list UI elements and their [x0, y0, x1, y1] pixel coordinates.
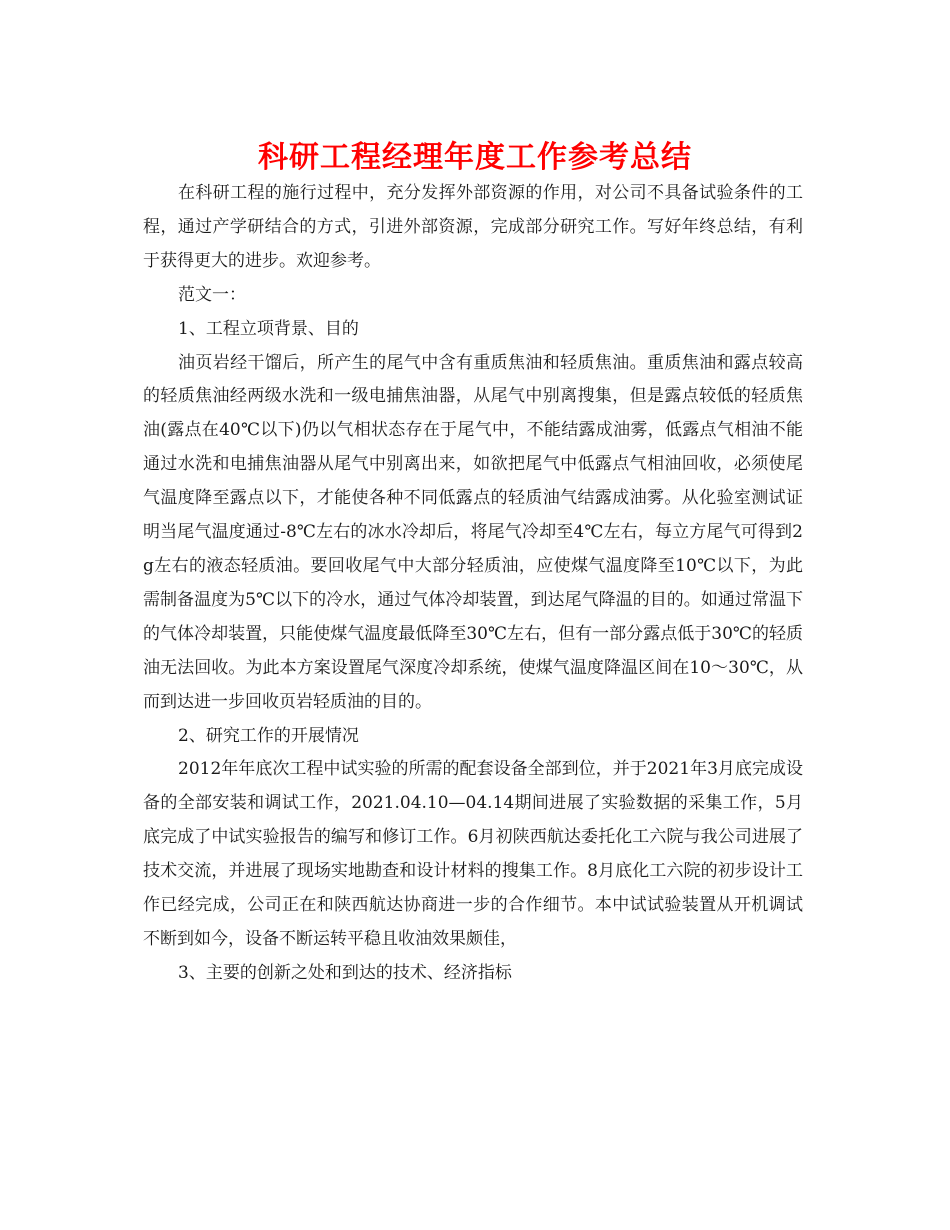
sample-label: 范文一： — [178, 284, 246, 305]
background-paragraph: 油页岩经干馏后，所产生的尾气中含有重质焦油和轻质焦油。重质焦油和露点较高的轻质焦油经两级水洗和一级电捕焦油器，从尾气中别离搜集，但是露点较低的轻质焦油(露点在40℃以下)仍以气相状态存在于尾气中，不能结露成油雾，低露点气相油不能通过水洗和电捕焦油器从尾气中别离出来，如欲把尾气中低露点气相油回收，必须使尾气温度降至露点以下，才能使各种不同低露点的轻质油气结露成油雾。从化验室测试证明当尾气温度通过-8℃左右的冰水冷却后，将尾气冷却至4℃左右，每立方尾气可得到2g左右的液态轻质油。要回收尾气中大部分轻质油，应使煤气温度降至10℃以下，为此需制备温度为5℃以下的冷水，通过气体冷却装置，到达尾气降温的目的。如通过常温下的气体冷却装置，只能使煤气温度最低降至30℃左右，但有一部分露点低于30℃的轻质油无法回收。为此本方案设置尾气深度冷却系统，使煤气温度降温区间在10～30℃，从而到达进一步回收页岩轻质油的目的。 — [143, 352, 803, 712]
section-heading-innovation: 3、主要的创新之处和到达的技术、经济指标 — [178, 962, 512, 983]
section-heading-background: 1、工程立项背景、目的 — [178, 318, 359, 339]
progress-paragraph: 2012年年底次工程中试实验的所需的配套设备全部到位，并于2021年3月底完成设备的全部安装和调试工作，2021.04.10—04.14期间进展了实验数据的采集工作，5月底完成了中试实验报告的编写和修订工作。6月初陕西航达委托化工六院与我公司进展了技术交流，并进展了现场实地勘查和设计材料的搜集工作。8月底化工六院的初步设计工作已经完成，公司正在和陕西航达协商进一步的合作细节。本中试试验装置从开机调试不断到如今，设备不断运转平稳且收油效果颇佳， — [143, 759, 803, 949]
document-body — [143, 177, 803, 991]
section-heading-progress: 2、研究工作的开展情况 — [178, 725, 359, 746]
document-title: 科研工程经理年度工作参考总结 — [258, 140, 692, 175]
intro-paragraph: 在科研工程的施行过程中，充分发挥外部资源的作用，对公司不具备试验条件的工程，通过产学研结合的方式，引进外部资源，完成部分研究工作。写好年终总结，有利于获得更大的进步。欢迎参考。 — [143, 183, 803, 271]
